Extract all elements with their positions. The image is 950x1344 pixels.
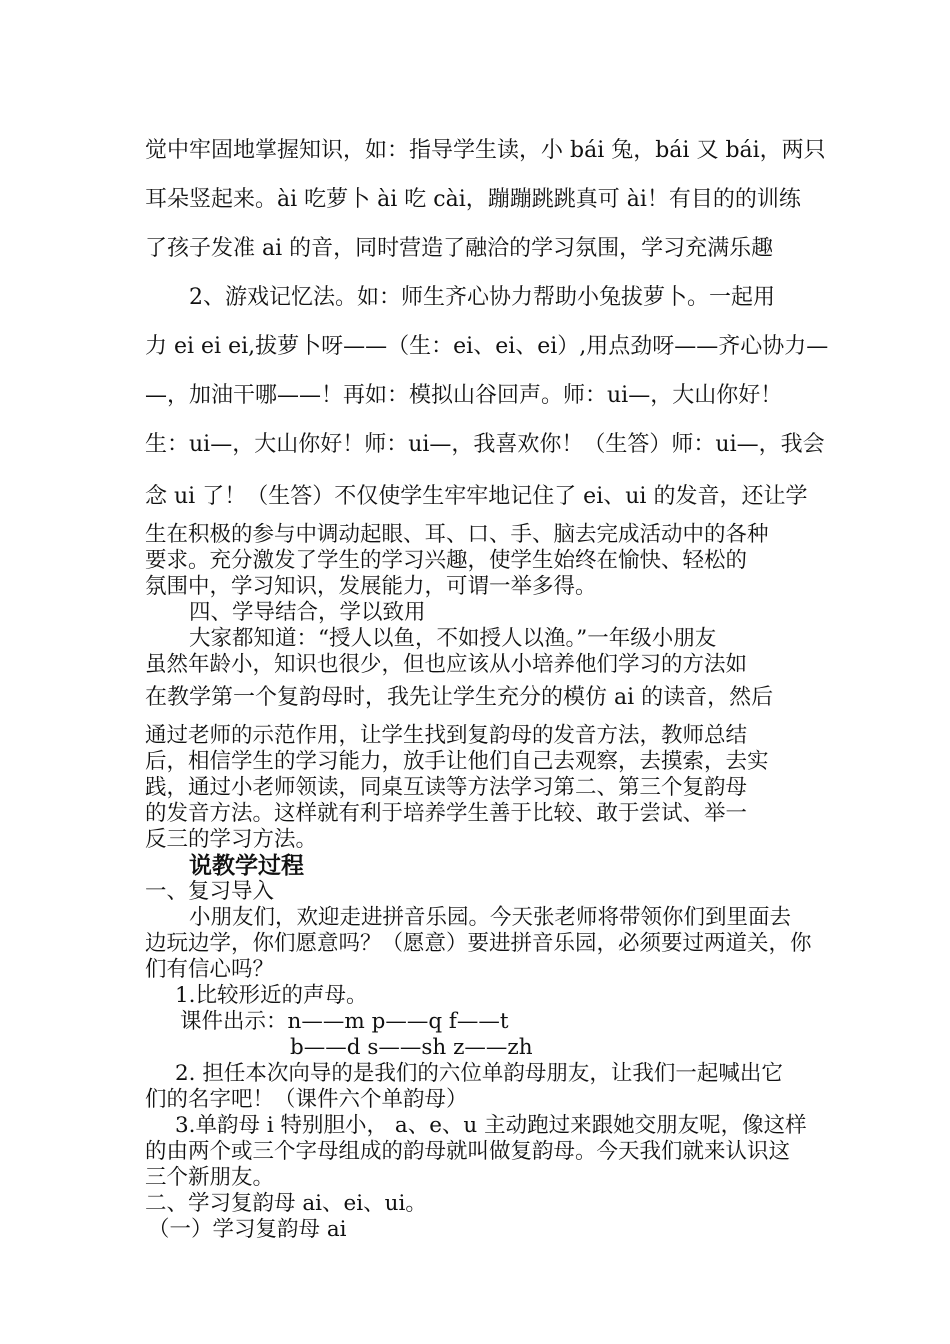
section-heading: 二、学习复韵母 ai、ei、ui。 (145, 1191, 427, 1216)
body-text-line: 践，通过小老师领读，同桌互读等方法学习第二、第三个复韵母 (145, 775, 748, 800)
body-text-line: 在教学第一个复韵母时，我先让学生充分的模仿 ai 的读音，然后 (145, 685, 774, 710)
body-text-line: 大家都知道：“授人以鱼，不如授人以渔。”一年级小朋友 (189, 626, 717, 651)
list-item: 2. 担任本次向导的是我们的六位单韵母朋友，让我们一起喊出它 (175, 1061, 783, 1086)
body-text-line: 们的名字吧！（课件六个单韵母） (145, 1087, 468, 1112)
list-item: 1.比较形近的声母。 (175, 983, 368, 1008)
section-heading: 一、复习导入 (145, 879, 275, 904)
courseware-line: b——d s——sh z——zh (290, 1035, 533, 1060)
body-text-line: 觉中牢固地掌握知识，如：指导学生读，小 bái 兔，bái 又 bái，两只 (145, 138, 826, 163)
body-text-line: 生在积极的参与中调动起眼、耳、口、手、脑去完成活动中的各种 (145, 522, 769, 547)
body-text-line: 的由两个或三个字母组成的韵母就叫做复韵母。今天我们就来认识这 (145, 1139, 791, 1164)
body-text-line: 念 ui 了！（生答）不仅使学生牢牢地记住了 ei、ui 的发音，还让学 (145, 484, 808, 509)
section-title: 说教学过程 (189, 852, 304, 879)
body-text-line: 要求。充分激发了学生的学习兴趣，使学生始终在愉快、轻松的 (145, 548, 748, 573)
list-item: 3.单韵母 i 特别胆小， a、e、u 主动跑过来跟她交朋友呢，像这样 (175, 1113, 807, 1138)
body-text-line: 耳朵竖起来。ài 吃萝卜 ài 吃 cài，蹦蹦跳跳真可 ài！有目的的训练 (145, 187, 801, 212)
section-heading: 四、学导结合，学以致用 (189, 600, 426, 625)
body-text-line: 通过老师的示范作用，让学生找到复韵母的发音方法，教师总结 (145, 723, 748, 748)
courseware-line: 课件出示：n——m p——q f——t (180, 1009, 509, 1034)
body-text-line: 氛围中，学习知识，发展能力，可谓一举多得。 (145, 574, 597, 599)
body-text-line: 了孩子发准 ai 的音，同时营造了融洽的学习氛围，学习充满乐趣 (145, 236, 774, 261)
body-text-line: 后，相信学生的学习能力，放手让他们自己去观察，去摸索，去实 (145, 749, 769, 774)
body-text-line: 生：ui—，大山你好！师：ui—，我喜欢你！（生答）师：ui—，我会 (145, 432, 825, 457)
body-text-line: 反三的学习方法。 (145, 827, 318, 852)
body-text-line: 小朋友们，欢迎走进拼音乐园。今天张老师将带领你们到里面去 (189, 905, 792, 930)
body-text-line: 虽然年龄小，知识也很少，但也应该从小培养他们学习的方法如 (145, 652, 748, 677)
body-text-line: 们有信心吗？ (145, 957, 275, 982)
body-text-line: 的发音方法。这样就有利于培养学生善于比较、敢于尝试、举一 (145, 801, 748, 826)
body-text-line: 三个新朋友。 (145, 1165, 275, 1190)
body-text-line: 边玩边学，你们愿意吗？（愿意）要进拼音乐园，必须要过两道关，你 (145, 931, 812, 956)
body-text-line: 2、游戏记忆法。如：师生齐心协力帮助小兔拔萝卜。一起用 (189, 285, 775, 310)
subsection-heading: （一）学习复韵母 ai (148, 1217, 347, 1242)
body-text-line: 力 ei ei ei,拔萝卜呀——（生：ei、ei、ei）,用点劲呀——齐心协力— (145, 334, 829, 359)
body-text-line: —，加油干哪——！再如：模拟山谷回声。师：ui—，大山你好！ (145, 383, 783, 408)
